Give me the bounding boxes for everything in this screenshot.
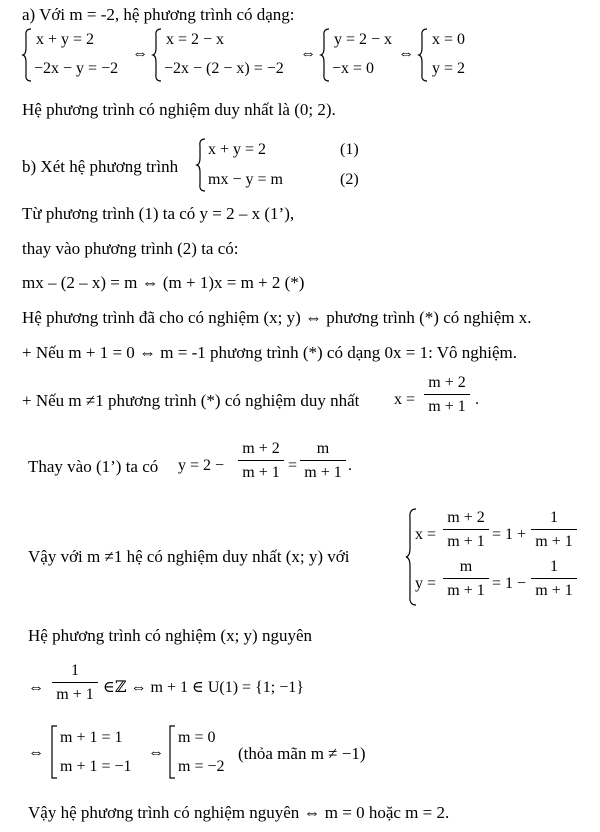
line-2: thay vào phương trình (2) ta có:	[22, 239, 239, 258]
case-d: m = −2	[178, 758, 225, 775]
period: .	[348, 457, 352, 474]
cond-in: ∈ℤ ⇔ m + 1 ∈ U(1) = {1; −1}	[103, 679, 304, 696]
fraction-denominator: m + 1	[56, 686, 94, 703]
fraction-numerator: m + 2	[428, 374, 466, 391]
fraction-cond	[52, 663, 98, 703]
fraction-numerator: 1	[550, 509, 558, 526]
one-plus: = 1 +	[492, 526, 527, 543]
equiv-sign: ⇔	[398, 45, 414, 62]
fraction-denominator: m + 1	[535, 582, 573, 599]
case-system-2	[168, 725, 238, 781]
case-b: m + 1 = −1	[60, 758, 132, 775]
fraction-soly2	[531, 559, 577, 599]
line-1: Từ phương trình (1) ta có y = 2 – x (1’),	[22, 204, 295, 223]
fraction-solx2	[531, 510, 577, 550]
eq2: mx − y = m	[208, 171, 283, 188]
fraction-numerator: 1	[71, 662, 79, 679]
equiv-sign: ⇔	[148, 744, 164, 761]
system-1	[22, 28, 132, 84]
line-9: Hệ phương trình có nghiệm (x; y) nguyên	[28, 626, 313, 645]
line-6-x: x =	[394, 391, 416, 408]
sys2-row2: −2x − (2 − x) = −2	[164, 60, 284, 77]
system-2	[152, 28, 302, 84]
line-5: + Nếu m + 1 = 0 ⇔ m = -1 phương trình (*) có dạng 0x = 1: Vô nghiệm.	[22, 343, 518, 362]
fraction-x	[424, 375, 470, 415]
system-b	[196, 138, 376, 194]
case-a: m + 1 = 1	[60, 729, 123, 746]
fraction-solx	[443, 510, 489, 550]
part-a-intro: a) Với m = -2, hệ phương trình có dạng:	[22, 5, 295, 24]
eq1: x + y = 2	[208, 141, 267, 158]
period: .	[475, 391, 479, 408]
sys3-row1: y = 2 − x	[334, 31, 393, 48]
line-6-text: + Nếu m ≠1 phương trình (*) có nghiệm duy nhất	[22, 391, 360, 410]
fraction-numerator: m	[316, 440, 330, 457]
one-minus: = 1 −	[492, 575, 527, 592]
sys4-row1: x = 0	[432, 31, 466, 48]
sys3-row2: −x = 0	[332, 60, 375, 77]
sol-y-label: y =	[415, 575, 437, 592]
fraction-denominator: m + 1	[428, 398, 466, 415]
line-7-text: Thay vào (1’) ta có	[28, 457, 159, 476]
case-c: m = 0	[178, 729, 216, 746]
system-3	[320, 28, 400, 84]
fraction-numerator: 1	[550, 558, 558, 575]
equiv-sign: ⇔	[28, 744, 44, 761]
line-3: mx – (2 – x) = m ⇔ (m + 1)x = m + 2 (*)	[22, 273, 305, 292]
part-a-conclusion: Hệ phương trình có nghiệm duy nhất là (0; 2).	[22, 100, 336, 119]
fraction-denominator: m + 1	[447, 533, 485, 550]
sys1-row2: −2x − y = −2	[34, 60, 119, 77]
fraction-denominator: m + 1	[242, 464, 280, 481]
fraction-denominator: m + 1	[535, 533, 573, 550]
system-4	[418, 28, 478, 84]
eq1-tag: (1)	[340, 141, 359, 158]
fraction-numerator: m	[459, 558, 473, 575]
case-system-1	[50, 725, 160, 781]
eq2-tag: (2)	[340, 171, 359, 188]
final-line: Vậy hệ phương trình có nghiệm nguyên ⇔ m = 0 hoặc m = 2.	[28, 803, 450, 822]
cond-prefix: ⇔	[28, 679, 44, 696]
sys2-row1: x = 2 − x	[166, 31, 225, 48]
case-note: (thỏa mãn m ≠ −1)	[238, 744, 366, 763]
equiv-sign: ⇔	[132, 45, 148, 62]
equals: =	[288, 457, 298, 474]
line-4: Hệ phương trình đã cho có nghiệm (x; y) ⇔ phương trình (*) có nghiệm x.	[22, 308, 532, 327]
fraction-numerator: m + 2	[242, 440, 280, 457]
equiv-sign: ⇔	[300, 45, 316, 62]
sys1-row1: x + y = 2	[36, 31, 95, 48]
sys4-row2: y = 2	[432, 60, 466, 77]
part-b-intro: b) Xét hệ phương trình	[22, 157, 179, 176]
solution-system	[405, 508, 590, 608]
fraction-y2	[300, 441, 346, 481]
sol-x-label: x =	[415, 526, 437, 543]
fraction-numerator: m + 2	[447, 509, 485, 526]
fraction-y1	[238, 441, 284, 481]
line-8-text: Vậy với m ≠1 hệ có nghiệm duy nhất (x; y) với	[28, 547, 350, 566]
fraction-denominator: m + 1	[447, 582, 485, 599]
fraction-soly	[443, 559, 489, 599]
line-7-expr: y = 2 −	[178, 457, 225, 474]
fraction-denominator: m + 1	[304, 464, 342, 481]
